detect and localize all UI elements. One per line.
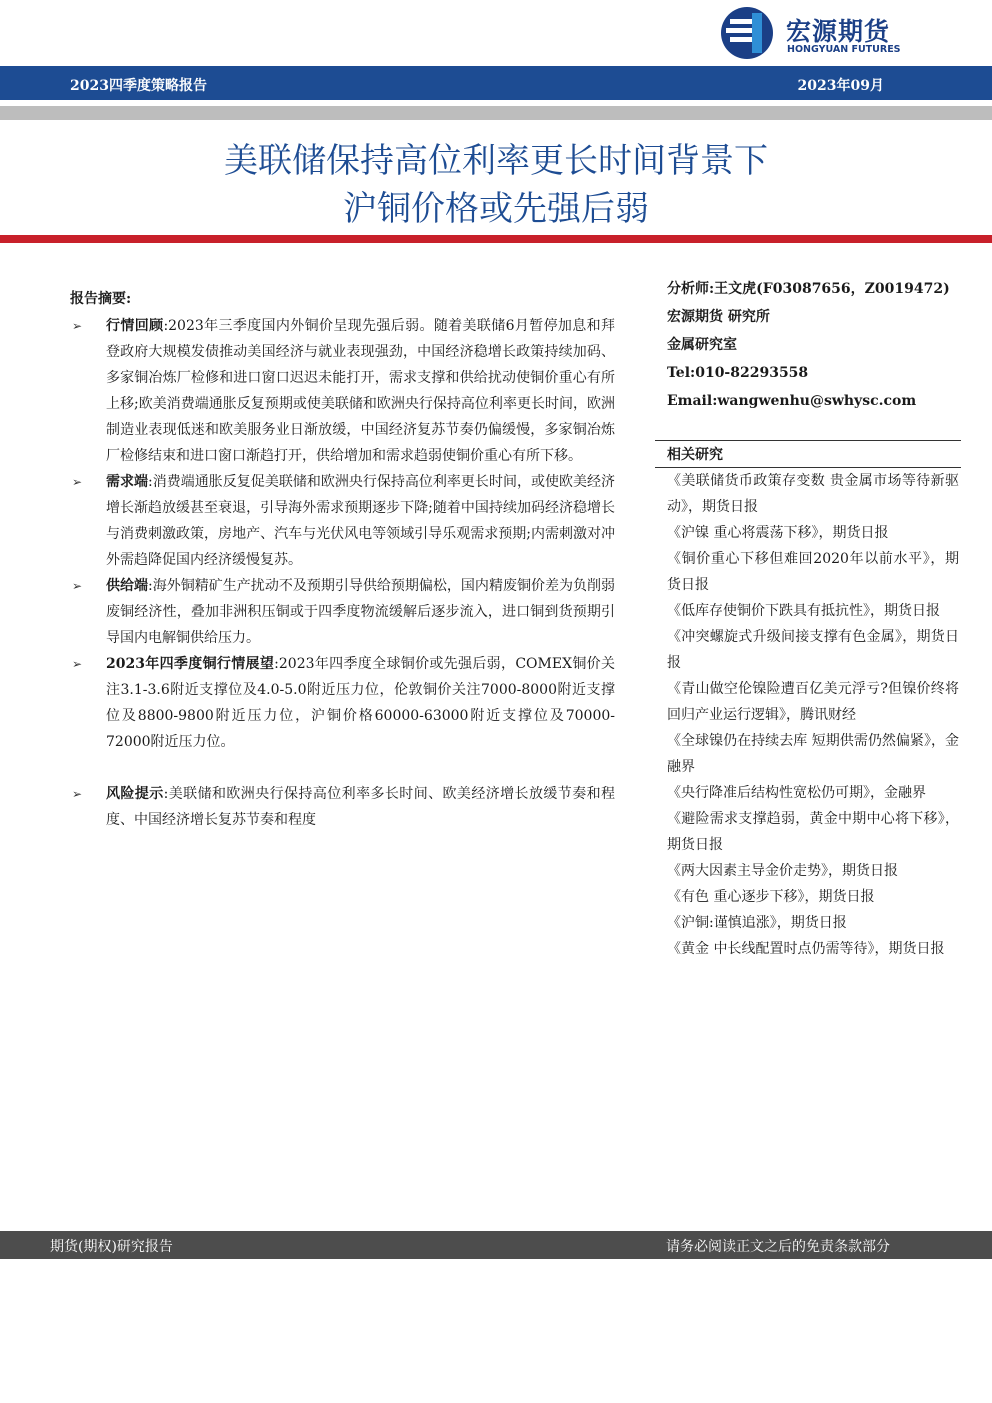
arrow-bullet-icon: ➢: [72, 579, 83, 593]
related-item[interactable]: 《青山做空伦镍险遭百亿美元浮亏?但镍价终将回归产业运行逻辑》，腾讯财经: [667, 681, 959, 723]
arrow-bullet-icon: ➢: [72, 475, 83, 489]
company-logo: [716, 5, 936, 61]
summary-item-text: :消费端通胀反复促美联储和欧洲央行保持高位利率更长时间，或使欧美经济增长渐趋放缓甚至衰退，引导海外需求预期逐步下降;随着中国持续加码经济稳增长与消费刺激政策，房地产、汽车与光伏风电等领域引导乐观需求预期;内需刺激对冲外需趋降促国内经济缓慢复苏。: [106, 474, 616, 568]
analyst-org: 宏源期货 研究所: [667, 309, 770, 325]
analyst-email: Email:wangwenhu@swhysc.com: [667, 393, 917, 409]
summary-item-outlook: [70, 651, 615, 755]
summary-item-label: 供给端: [106, 578, 149, 594]
related-item[interactable]: 《沪镍 重心将震荡下移》，期货日报: [667, 525, 889, 541]
footer-report-type: 期货(期权)研究报告: [50, 1239, 173, 1255]
related-item[interactable]: 《美联储货币政策存变数 贵金属市场等待新驱动》，期货日报: [667, 473, 959, 515]
report-title-line2: 沪铜价格或先强后弱: [343, 189, 649, 229]
related-item[interactable]: 《全球镍仍在持续去库 短期供需仍然偏紧》，金融界: [667, 733, 959, 775]
related-item[interactable]: 《有色 重心逐步下移》，期货日报: [667, 889, 875, 905]
related-item[interactable]: 《低库存使铜价下跌具有抵抗性》，期货日报: [667, 603, 940, 619]
title-divider: [0, 235, 992, 243]
analyst-dept: 金属研究室: [667, 337, 737, 353]
arrow-bullet-icon: ➢: [72, 319, 83, 333]
related-research-title: 相关研究: [667, 447, 723, 463]
header-divider: [0, 106, 992, 120]
arrow-bullet-icon: ➢: [72, 787, 83, 801]
analyst-tel: Tel:010-82293558: [667, 365, 809, 381]
report-title-line1: 美联储保持高位利率更长时间背景下: [224, 141, 768, 181]
related-item[interactable]: 《黄金 中长线配置时点仍需等待》，期货日报: [667, 941, 945, 957]
hongyuan-logo-icon: [716, 5, 778, 61]
related-research-list: [667, 468, 959, 962]
arrow-bullet-icon: ➢: [72, 657, 83, 671]
summary-item-risk: [70, 781, 615, 833]
summary-item-label: 2023年四季度铜行情展望: [106, 656, 275, 672]
related-item[interactable]: 《冲突螺旋式升级间接支撑有色金属》，期货日报: [667, 629, 959, 671]
report-date: 2023年09月: [797, 78, 884, 94]
related-item[interactable]: 《沪铜:谨慎追涨》，期货日报: [667, 915, 847, 931]
logo-text-en: HONGYUAN FUTURES: [787, 44, 901, 55]
analyst-name: 分析师:王文虎(F03087656，Z0019472): [667, 281, 950, 297]
logo-text-cn: 宏源期货: [786, 17, 891, 46]
header-bar: [0, 66, 992, 100]
summary-item-text: :美联储和欧洲央行保持高位利率多长时间、欧美经济增长放缓节奏和程度、中国经济增长复苏节奏和程度: [106, 786, 616, 828]
analyst-info: [667, 275, 962, 415]
report-type: 2023四季度策略报告: [70, 78, 207, 94]
summary-item-text: :海外铜精矿生产扰动不及预期引导供给预期偏松，国内精废铜价差为负削弱废铜经济性，叠加非洲积压铜或于四季度物流缓解后逐步流入，进口铜到货预期引导国内电解铜供给压力。: [106, 578, 616, 646]
summary-item-label: 风险提示: [106, 786, 164, 802]
summary-item-label: 行情回顾: [106, 318, 164, 334]
summary-heading: 报告摘要:: [70, 291, 132, 307]
related-item[interactable]: 《央行降准后结构性宽松仍可期》，金融界: [667, 785, 926, 801]
summary-item-supply: [70, 573, 615, 651]
footer-disclaimer[interactable]: 请务必阅读正文之后的免责条款部分: [666, 1239, 890, 1255]
summary-item-text: :2023年三季度国内外铜价呈现先强后弱。随着美联储6月暂停加息和拜登政府大规模发债推动美国经济与就业表现强劲，中国经济稳增长政策持续加码、多家铜冶炼厂检修和进口窗口迟迟未能打开，需求支撑和供给扰动使铜价重心有所上移;欧美消费端通胀反复预期或使美联储和欧洲央行保持高位利率更长时间，欧洲制造业表现低迷和欧美服务业日渐放缓，中国经济复苏节奏仍偏缓慢，多家铜冶炼厂检修结束和进口窗口渐趋打开，供给增加和需求趋弱使铜价重心有所下移。: [106, 318, 616, 464]
footer-bar: [0, 1231, 992, 1259]
summary-item-demand: [70, 469, 615, 573]
related-item[interactable]: 《两大因素主导金价走势》，期货日报: [667, 863, 898, 879]
summary-item-label: 需求端: [106, 474, 149, 490]
related-item[interactable]: 《避险需求支撑趋弱，黄金中期中心将下移》，期货日报: [667, 811, 959, 853]
related-research-heading: [655, 440, 961, 468]
summary-item-market-review: [70, 313, 615, 469]
summary-list: [70, 313, 615, 833]
related-item[interactable]: 《铜价重心下移但难回2020年以前水平》，期货日报: [667, 551, 959, 593]
summary-item-text: :2023年四季度全球铜价或先强后弱，COMEX铜价关注3.1-3.6附近支撑位及4.0-5.0附近压力位，伦敦铜价关注7000-8000附近支撑位及8800-9800附近压力位，沪铜价格60000-63000附近支撑位及70000-72000附近压力位。: [106, 656, 615, 750]
